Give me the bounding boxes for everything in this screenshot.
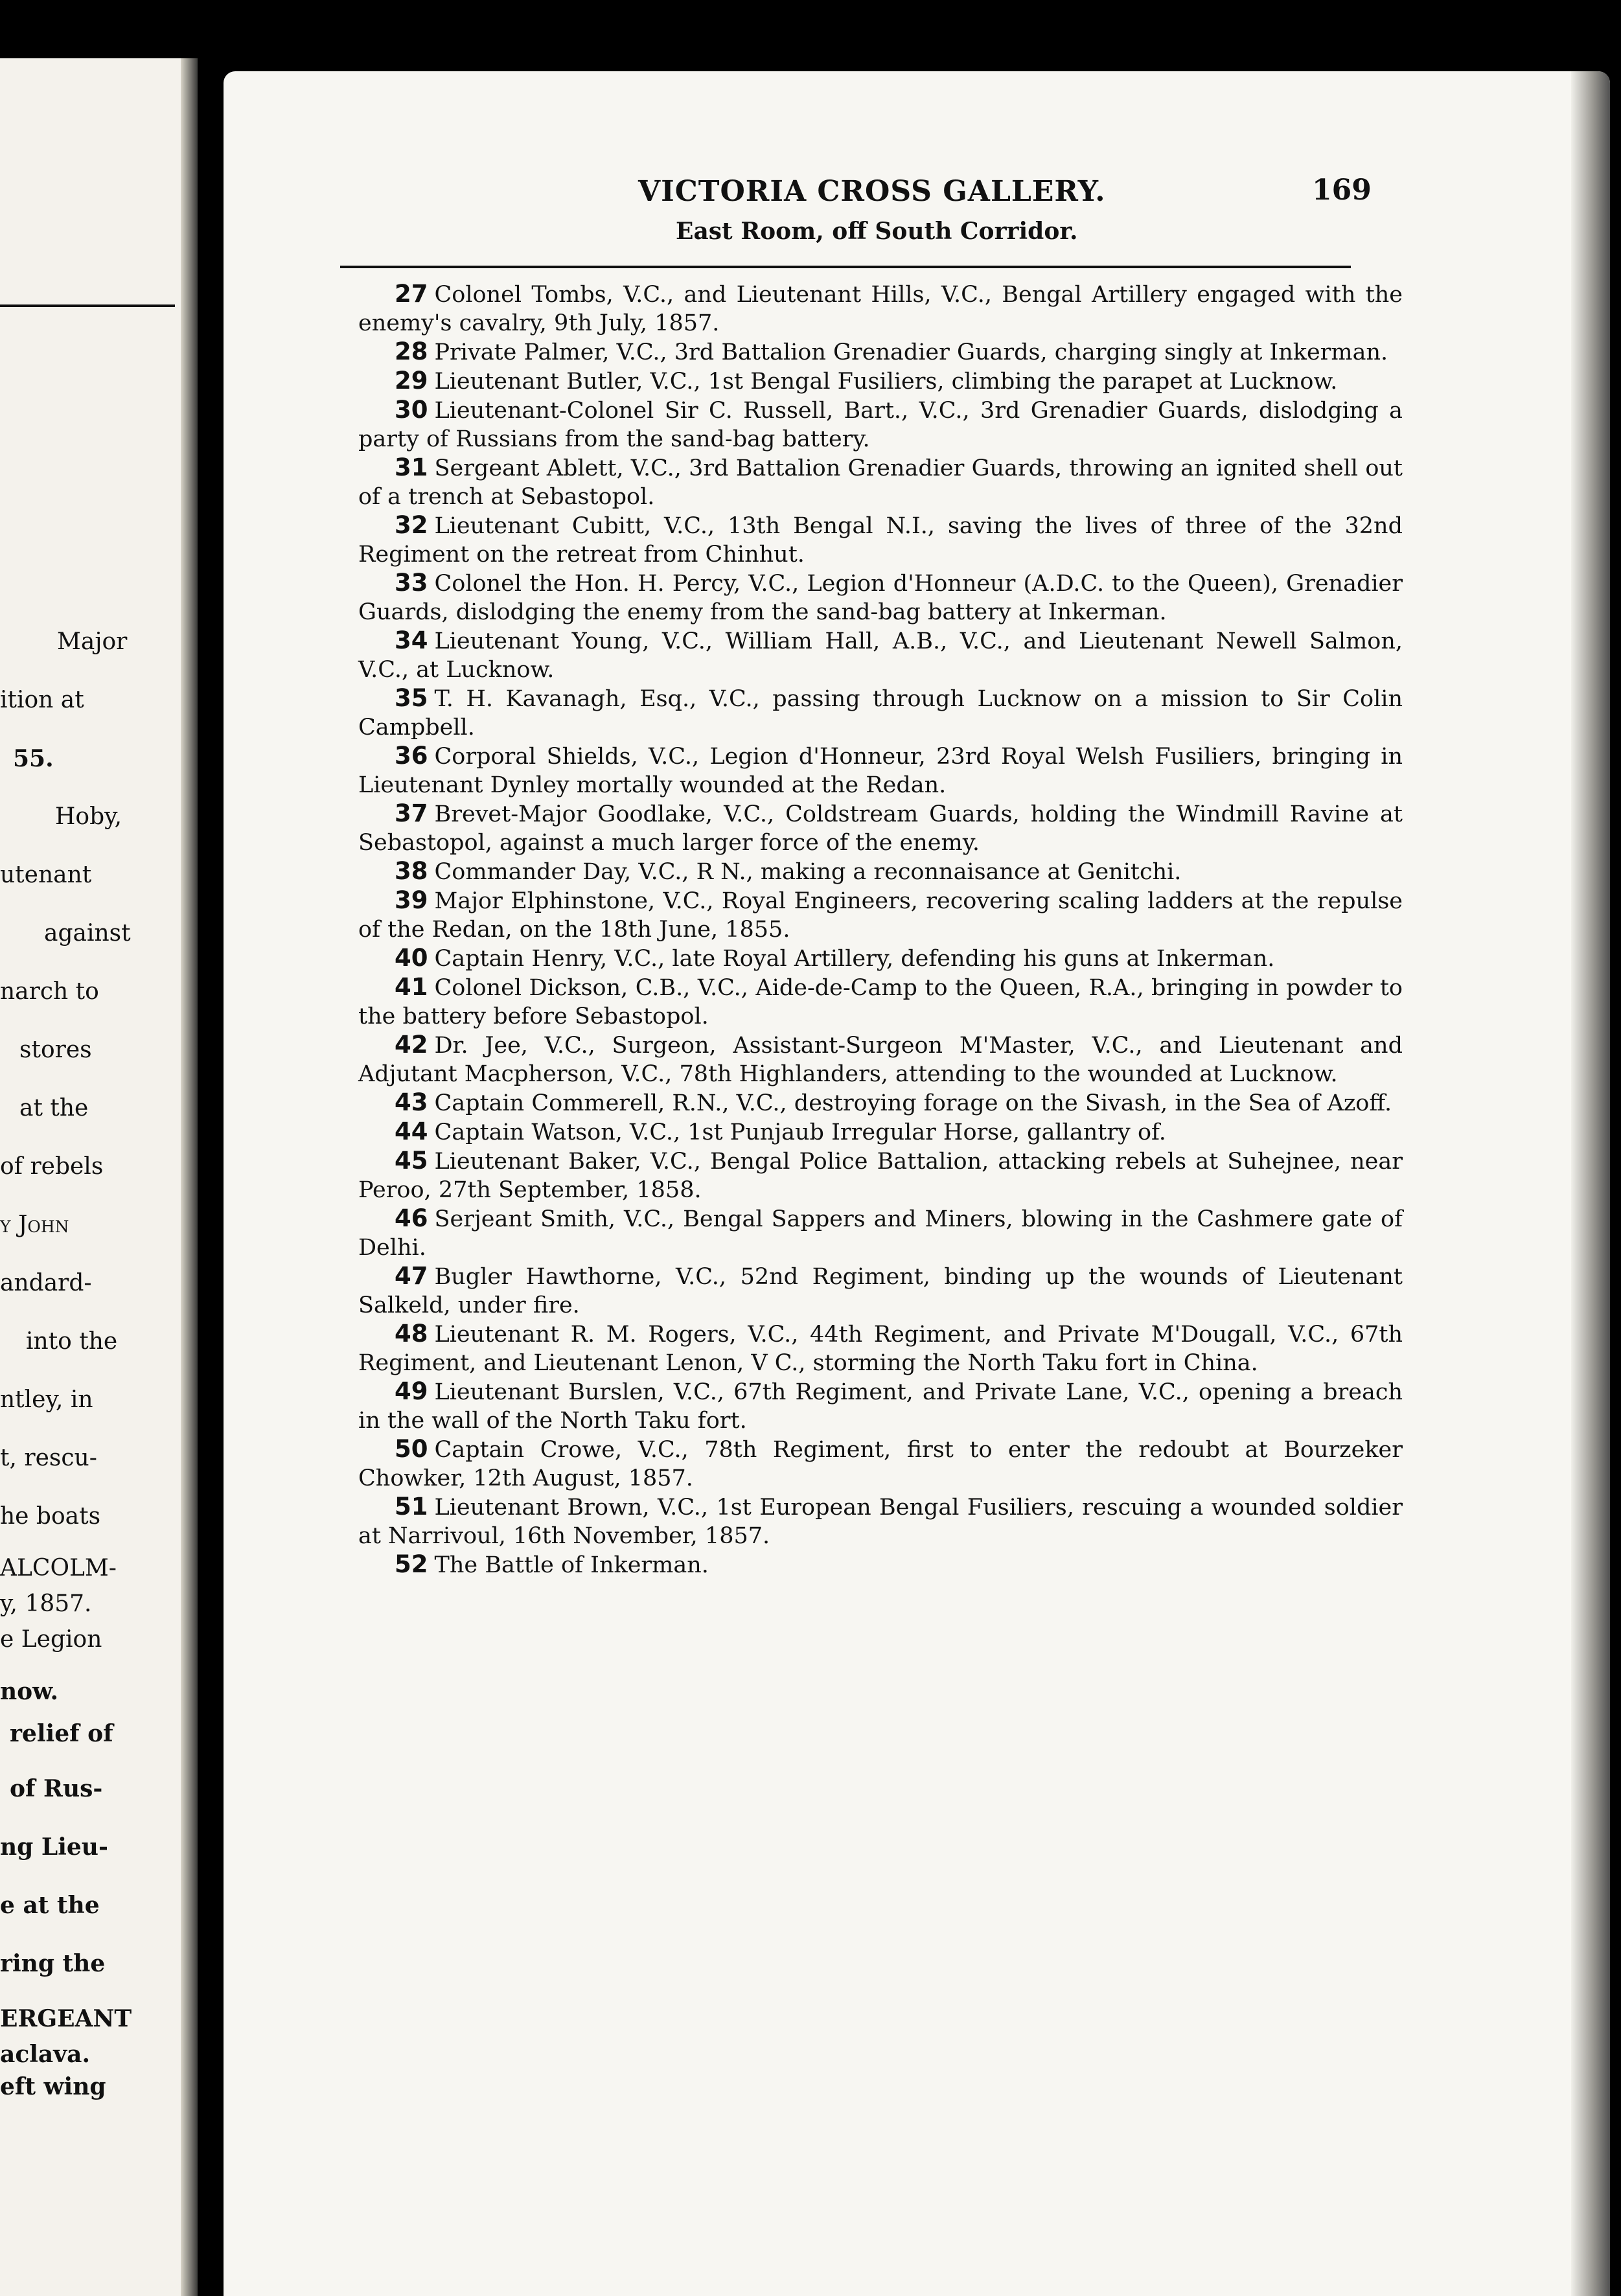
page-title: VICTORIA CROSS GALLERY. [638, 175, 1106, 208]
entry-text: Major Elphinstone, V.C., Royal Engineers, recovering scaling ladders at the repulse of the Redan, on the 18th June, 1855. [358, 888, 1403, 943]
entry-text: Dr. Jee, V.C., Surgeon, Assistant-Surgeon M'Master, V.C., and Lieutenant and Adjutant Macpherson, V.C., 78th Highlanders, attending to the wounded at Lucknow. [358, 1033, 1403, 1087]
header-rule [340, 266, 1351, 268]
entry-text: Bugler Hawthorne, V.C., 52nd Regiment, binding up the wounds of Lieutenant Salkeld, under fire. [358, 1264, 1403, 1318]
book-gutter [181, 58, 198, 2296]
entry-number: 50 [395, 1435, 428, 1463]
left-page-fragment-line: against [44, 920, 131, 947]
left-page-fragment-line: at the [19, 1095, 89, 1121]
gallery-entry [358, 453, 1403, 511]
entry-number: 28 [395, 338, 428, 365]
entry-text: Commander Day, V.C., R N., making a reconnaisance at Genitchi. [434, 859, 1182, 885]
entry-number: 51 [395, 1493, 428, 1521]
entry-number: 40 [395, 944, 428, 972]
gallery-entry [358, 1147, 1403, 1204]
entry-number: 34 [395, 626, 428, 654]
left-page-fragment-line: stores [19, 1037, 92, 1063]
left-page-fragment-line: andard- [0, 1270, 92, 1296]
gallery-entry [358, 944, 1403, 973]
entry-text: Colonel the Hon. H. Percy, V.C., Legion d'Honneur (A.D.C. to the Queen), Grenadier Guards, dislodging the enemy from the sand-bag battery at Inkerman. [358, 571, 1403, 625]
entry-text: Private Palmer, V.C., 3rd Battalion Grenadier Guards, charging singly at Inkerman. [434, 339, 1388, 365]
entry-number: 44 [395, 1118, 428, 1145]
gallery-entry [358, 1435, 1403, 1493]
entry-number: 31 [395, 453, 428, 481]
left-page-fragment-line: relief of [10, 1720, 113, 1747]
left-page-fragment-line: into the [26, 1328, 118, 1355]
left-page-fragment-line: 55. [13, 745, 54, 772]
gallery-entry [358, 857, 1403, 886]
left-page-fragment-line: ALCOLM- [0, 1555, 117, 1581]
left-page-fragment-line: now. [0, 1678, 59, 1705]
page-number: 169 [1312, 174, 1372, 207]
entry-number: 30 [395, 396, 428, 424]
gallery-entry-list [358, 280, 1403, 1579]
entry-text: Corporal Shields, V.C., Legion d'Honneur, 23rd Royal Welsh Fusiliers, bringing in Lieutenant Dynley mortally wounded at the Redan. [358, 744, 1403, 798]
gallery-entry [358, 1550, 1403, 1579]
left-page-fragment [0, 58, 198, 2296]
left-page-fragment-line: Hoby, [55, 803, 122, 830]
entry-text: Colonel Tombs, V.C., and Lieutenant Hills, V.C., Bengal Artillery engaged with the enemy's cavalry, 9th July, 1857. [358, 282, 1403, 336]
entry-text: Lieutenant Baker, V.C., Bengal Police Battalion, attacking rebels at Suhejnee, near Peroo, 27th September, 1858. [358, 1149, 1403, 1203]
entry-text: Serjeant Smith, V.C., Bengal Sappers and Miners, blowing in the Cashmere gate of Delhi. [358, 1206, 1403, 1261]
entry-number: 48 [395, 1320, 428, 1348]
left-page-fragment-line: ring the [0, 1950, 106, 1977]
entry-number: 42 [395, 1031, 428, 1059]
gallery-entry [358, 1262, 1403, 1320]
entry-text: Sergeant Ablett, V.C., 3rd Battalion Grenadier Guards, throwing an ignited shell out of a trench at Sebastopol. [358, 455, 1403, 510]
left-page-fragment-line: ition at [0, 687, 84, 713]
left-page-fragment-line: of rebels [0, 1153, 104, 1180]
entry-text: The Battle of Inkerman. [434, 1552, 709, 1578]
left-page-fragment-line: narch to [0, 978, 99, 1005]
gallery-entry [358, 1204, 1403, 1262]
entry-text: Lieutenant Brown, V.C., 1st European Bengal Fusiliers, rescuing a wounded soldier at Narrivoul, 16th November, 1857. [358, 1495, 1403, 1549]
entry-text: Lieutenant Young, V.C., William Hall, A.B., V.C., and Lieutenant Newell Salmon, V.C., at Lucknow. [358, 628, 1403, 683]
gallery-entry [358, 569, 1403, 626]
entry-text: Captain Crowe, V.C., 78th Regiment, first to enter the redoubt at Bourzeker Chowker, 12th August, 1857. [358, 1437, 1403, 1491]
gallery-entry [358, 1320, 1403, 1377]
left-page-fragment-line: ng Lieu- [0, 1833, 108, 1861]
left-page-fragment-line: y John [0, 1211, 69, 1238]
left-page-fragment-line: utenant [0, 862, 92, 888]
entry-number: 37 [395, 799, 428, 827]
left-page-fragment-line: y, 1857. [0, 1590, 92, 1617]
entry-number: 36 [395, 742, 428, 770]
entry-number: 27 [395, 280, 428, 308]
page-subtitle: East Room, off South Corridor. [676, 218, 1078, 245]
page-edge [1571, 71, 1610, 2296]
gallery-entry [358, 280, 1403, 338]
right-page [224, 71, 1610, 2296]
entry-text: Colonel Dickson, C.B., V.C., Aide-de-Camp to the Queen, R.A., bringing in powder to the battery before Sebastopol. [358, 975, 1403, 1029]
entry-text: Captain Watson, V.C., 1st Punjaub Irregular Horse, gallantry of. [434, 1119, 1166, 1145]
gallery-entry [358, 511, 1403, 569]
entry-number: 45 [395, 1147, 428, 1175]
gallery-entry [358, 1031, 1403, 1088]
entry-text: Lieutenant-Colonel Sir C. Russell, Bart., V.C., 3rd Grenadier Guards, dislodging a party of Russians from the sand-bag battery. [358, 398, 1403, 452]
left-page-fragment-line: e at the [0, 1892, 100, 1919]
left-page-fragment-line: t, rescu- [0, 1445, 97, 1471]
entry-text: Lieutenant Cubitt, V.C., 13th Bengal N.I., saving the lives of three of the 32nd Regiment on the retreat from Chinhut. [358, 513, 1403, 568]
entry-number: 52 [395, 1550, 428, 1578]
left-page-fragment-line: Major [57, 628, 128, 655]
gallery-entry [358, 396, 1403, 453]
entry-number: 39 [395, 886, 428, 914]
left-page-fragment-line: aclava. [0, 2041, 91, 2068]
gallery-entry [358, 338, 1403, 367]
entry-number: 35 [395, 684, 428, 712]
entry-text: Lieutenant Burslen, V.C., 67th Regiment, and Private Lane, V.C., opening a breach in the wall of the North Taku fort. [358, 1379, 1403, 1434]
entry-text: T. H. Kavanagh, Esq., V.C., passing through Lucknow on a mission to Sir Colin Campbell. [358, 686, 1403, 740]
entry-number: 43 [395, 1088, 428, 1116]
entry-text: Brevet-Major Goodlake, V.C., Coldstream Guards, holding the Windmill Ravine at Sebastopol, against a much larger force of the enemy. [358, 801, 1403, 856]
entry-number: 29 [395, 367, 428, 395]
entry-number: 46 [395, 1204, 428, 1232]
entry-number: 32 [395, 511, 428, 539]
left-page-fragment-line: e Legion [0, 1626, 102, 1653]
entry-text: Captain Commerell, R.N., V.C., destroying forage on the Sivash, in the Sea of Azoff. [434, 1090, 1392, 1116]
entry-number: 47 [395, 1262, 428, 1290]
gallery-entry [358, 799, 1403, 857]
gallery-entry [358, 742, 1403, 799]
left-page-fragment-line: ntley, in [0, 1386, 93, 1413]
left-page-fragment-line: ERGEANT [0, 2005, 132, 2032]
entry-text: Captain Henry, V.C., late Royal Artillery, defending his guns at Inkerman. [434, 946, 1275, 972]
gallery-entry [358, 886, 1403, 944]
entry-number: 41 [395, 973, 428, 1001]
entry-text: Lieutenant R. M. Rogers, V.C., 44th Regiment, and Private M'Dougall, V.C., 67th Regiment, and Lieutenant Lenon, V C., storming the North Taku fort in China. [358, 1322, 1403, 1376]
gallery-entry [358, 1377, 1403, 1435]
gallery-entry [358, 973, 1403, 1031]
left-page-fragment-line: eft wing [0, 2073, 106, 2100]
left-page-fragment-line: of Rus- [10, 1775, 103, 1802]
gallery-entry [358, 367, 1403, 396]
gallery-entry [358, 1493, 1403, 1550]
gallery-entry [358, 1118, 1403, 1147]
gallery-entry [358, 626, 1403, 684]
gallery-entry [358, 684, 1403, 742]
gallery-entry [358, 1088, 1403, 1118]
entry-number: 33 [395, 569, 428, 597]
entry-number: 38 [395, 857, 428, 885]
left-page-fragment-line: he boats [0, 1503, 101, 1530]
entry-number: 49 [395, 1377, 428, 1405]
entry-text: Lieutenant Butler, V.C., 1st Bengal Fusiliers, climbing the parapet at Lucknow. [434, 369, 1338, 395]
left-page-rule [0, 304, 175, 307]
